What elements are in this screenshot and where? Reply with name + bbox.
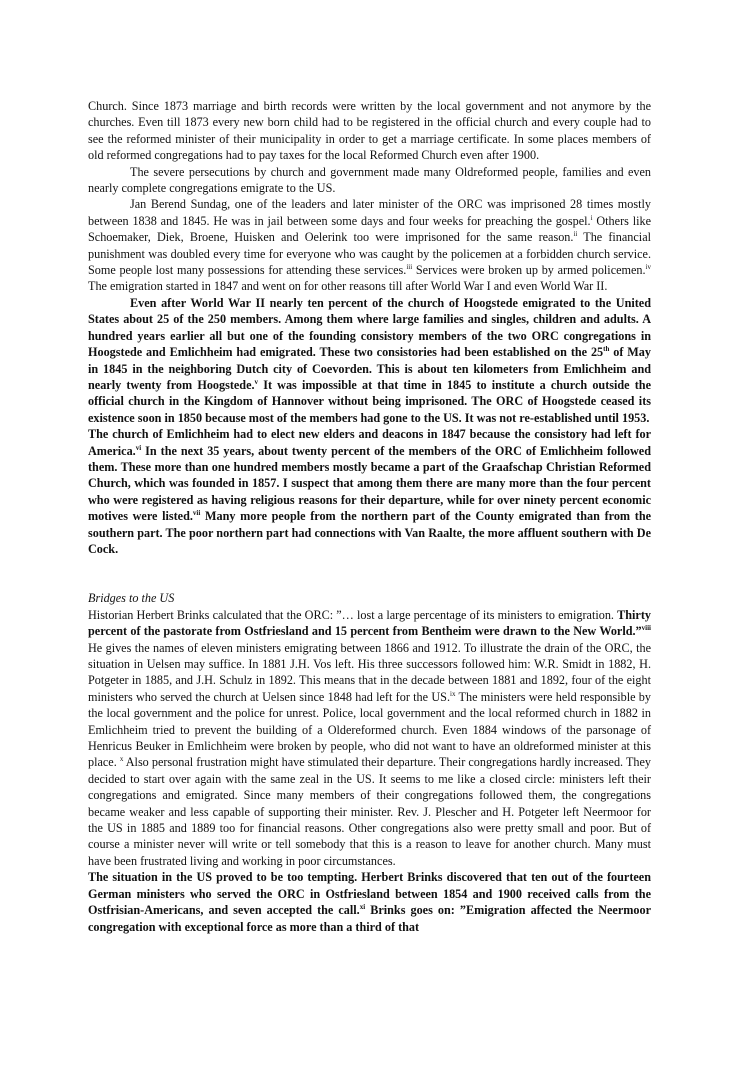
footnote-marker: xi [359, 903, 366, 912]
text-run: The severe persecutions by church and government made many Oldreformed people, families and even nearly complete congregations emigrate to the US. [88, 164, 651, 196]
footnote-marker: th [603, 345, 610, 354]
footnote-marker: viii [641, 624, 651, 633]
footnote-marker: vi [135, 443, 142, 452]
text-run: Historian Herbert Brinks calculated that the ORC: ”… lost a large percentage of its ministers to emigration. [88, 607, 618, 622]
paragraph-church-records [88, 98, 651, 164]
text-run: In the next 35 years, about twenty percent of the members of the ORC of Emlichheim followed them. These more than one hundred members mostly became a part of the Graafschap Christian Reformed Church, which was founded in 1857. I suspect that among them there are many more than the four percent who were registered as having religious reasons for their departure, while for over ninety percent economic motives were listed. [88, 443, 651, 524]
paragraph-sundag [88, 196, 651, 294]
text-run: It was impossible at that time in 1845 to institute a church outside the official church in the Kingdom of Hannover without being imprisoned. The ORC of Hoogstede ceased its existence soon in 1850 because most of the members had gone to the US. It was not re-established until 1953. [88, 377, 651, 425]
text-run: Bridges to the US [88, 591, 175, 606]
footnote-marker: ii [573, 230, 578, 239]
text-run: He gives the names of eleven ministers emigrating between 1866 and 1912. To illustrate the drain of the ORC, the situation in Uelsen may suffice. In 1881 J.H. Vos left. His three successors followed him: W.R. Smidt in 1882, H. Potgeter in 1885, and J.H. Schulz in 1892. This means that in the decade between 1881 and 1892, four of the eight ministers who served the church at Uelsen since 1848 had left for the US. [88, 640, 651, 704]
footnote-marker: iv [645, 263, 651, 271]
text-run: The situation in the US proved to be too tempting. Herbert Brinks discovered that ten out of the fourteen German ministers who served the ORC in Ostfriesland between 1854 and 1900 received calls from the Ostfrisian-Americans, and seven accepted the call. [88, 870, 651, 918]
footnote-marker: vii [192, 509, 201, 518]
section-heading [88, 590, 651, 606]
footnote-marker: i [590, 213, 593, 222]
footnote-marker: x [119, 755, 124, 764]
footnote-marker: v [254, 377, 259, 386]
text-run: of May in 1845 in the neighboring Dutch city of Coevorden. This is about ten kilometers from Emlichheim and nearly twenty from Hoogstede. [88, 345, 651, 392]
text-run: The emigration started in 1847 and went on for other reasons till after World War I and even World War II. [88, 279, 608, 294]
text-run: Also personal frustration might have stimulated their departure. Their congregations hardly increased. They decided to start over again with the same zeal in the US. It seems to me like a closed circle: ministers left their congregations and emigrated. Since many members of their congregations followed them, the congregations became weaker and less capable of supporting their minister. Rev. J. Plescher and H. Potgeter left Neermoor for the US in 1885 and 1889 too for financial reasons. Other congregations also were pretty small and poor. But of course a minister never will write or tell somebody that this is a reason to leave for another church. Many must have been frustrated living and working in poor circumstances. [88, 755, 651, 868]
text-run: Many more people from the northern part of the County emigrated than from the southern part. The poor northern part had connections with Van Raalte, the more affluent southern with De Cock. [88, 509, 652, 556]
text-run: The financial punishment was doubled every time for everyone who was caught by the policemen at a forbidden church service. Some people lost many possessions for attending these services. [88, 230, 651, 278]
text-run: Even after World War II nearly ten percent of the church of Hoogstede emigrated to the United States about 25 of the 250 members. Among them where large families and singles, children and adults. A hundred years earlier all but one of the founding consistory members of the two ORC congregations in Hoogstede and Emlichheim had emigrated. These two consistories had been established on the 25 [88, 295, 651, 360]
bold-text: Thirty percent of the pastorate from Ostfriesland and 15 percent from Bentheim were drawn to the New World.” [88, 607, 651, 639]
text-run: Jan Berend Sundag, one of the leaders and later minister of the ORC was imprisoned 28 times mostly between 1838 and 1845. He was in jail between some days and four weeks for preaching the gospel. [88, 197, 651, 228]
text-run: Brinks goes on: ”Emigration affected the Neermoor congregation with exceptional force as more than a third of that [88, 903, 651, 934]
footnote-marker: ix [450, 689, 456, 698]
paragraph-emlichheim [88, 426, 651, 557]
text-run: The ministers were held responsible by the local government and the police for unrest. Police, local government and the local reformed church in 1882 in Emlichheim tried to prevent the building of a Oldereformed church. Even 1884 windows of the parsonage of Henricus Beuker in Emlichheim were broken by people, who did not want to have an oldreformed minister at this place. [88, 689, 651, 770]
text-run: Church. Since 1873 marriage and birth records were written by the local government and not anymore by the churches. Even till 1873 every new born child had to be registered in the official church and every couple had to see the reformed minister of their municipality in order to get a marriage certificate. In some places members of old reformed congregations had to pay taxes for the local Reformed Church even after 1900. [88, 99, 651, 163]
paragraph-hoogstede [88, 295, 651, 426]
text-run: Services were broken up by armed policemen. [412, 263, 646, 278]
text-run: Others like Schoemaker, Diek, Broene, Huisken and Oelerink too were imprisoned for the same reason. [88, 213, 651, 245]
footnote-marker: iii [406, 263, 413, 271]
paragraph-persecutions [88, 164, 651, 197]
paragraph-us-tempting [88, 869, 651, 935]
text-run: The church of Emlichheim had to elect new elders and deacons in 1847 because the consistory had left for America. [88, 427, 651, 458]
document-page [88, 98, 651, 935]
paragraph-brinks [88, 607, 651, 870]
